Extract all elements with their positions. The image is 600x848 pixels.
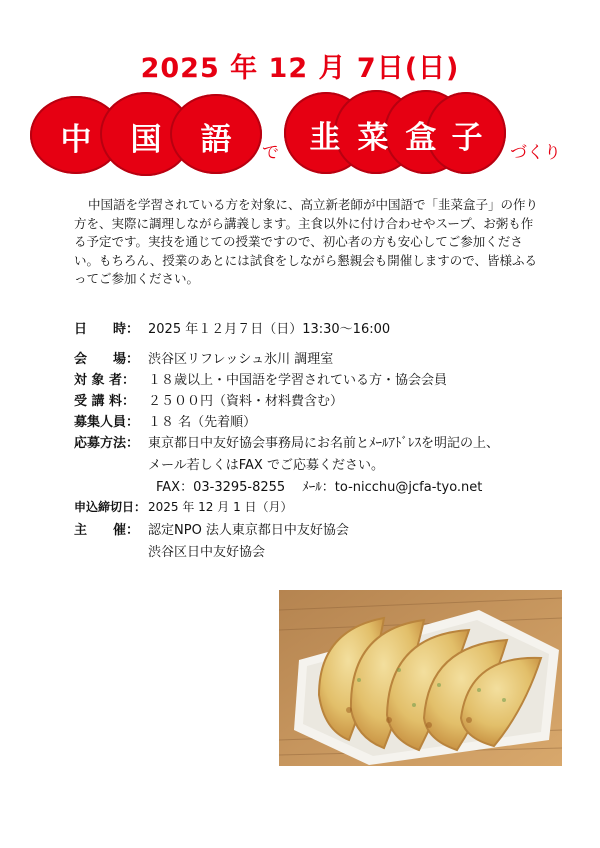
detail-value: 渋谷区日中友好協会 xyxy=(148,545,266,560)
event-date-title: 2025 年 12 月 7日(日) xyxy=(140,53,460,84)
headline-char: 語 xyxy=(200,122,232,158)
detail-label: 日 時： xyxy=(74,322,140,337)
detail-value: 2025 年 12 月 1 日（月） xyxy=(148,500,293,514)
headline-char: 韭 xyxy=(309,120,341,156)
detail-label: 募集人員： xyxy=(74,415,140,430)
detail-label: 会 場： xyxy=(74,352,140,367)
detail-value: 渋谷区リフレッシュ氷川 調理室 xyxy=(148,352,334,367)
headline-char: 盒 xyxy=(405,120,437,156)
dumpling-image xyxy=(279,590,562,766)
detail-label: 受 講 料： xyxy=(74,394,136,409)
detail-label: 主 催： xyxy=(74,523,140,538)
headline-char: 国 xyxy=(130,122,162,158)
detail-value: ２５００円（資料・材料費含む） xyxy=(148,394,344,409)
contact-info[interactable]: FAX：03-3295-8255 ﾒｰﾙ：to-nicchu@jcfa-tyo.net xyxy=(156,480,483,495)
detail-label: 申込締切日： xyxy=(74,500,147,514)
detail-value: １８ 名（先着順） xyxy=(148,415,257,430)
detail-value: 認定NPO 法人東京都日中友好協会 xyxy=(148,523,349,538)
headline-suffix: づくり xyxy=(510,143,561,163)
headline-char: 菜 xyxy=(357,120,389,156)
detail-label: 応募方法： xyxy=(74,436,140,451)
detail-value: メール若しくはFAX でご応募ください。 xyxy=(148,458,384,473)
detail-value: 2025 年１２月７日（日）13:30～16:00 xyxy=(148,322,391,337)
detail-value: １８歳以上・中国語を学習されている方・協会会員 xyxy=(148,373,448,388)
headline-connector: で xyxy=(262,143,279,163)
detail-label: 対 象 者： xyxy=(74,373,136,388)
headline-char: 子 xyxy=(451,120,483,156)
dumpling-photo xyxy=(279,590,562,766)
intro-paragraph: 中国語を学習されている方を対象に、高立新老師が中国語で「韭菜盒子」の作り方を、実際に調理しながら講義します。主食以外に付け合わせやスープ、お粥も作る予定です。実技を通じての授業ですので、初心者の方も安心してご参加ください。もちろん、授業のあとには試食をしながら懇親会も開催しますので、皆様ふるってご参加ください。 xyxy=(74,197,539,286)
headline-char: 中 xyxy=(60,122,92,158)
detail-value: 東京都日中友好協会事務局にお名前とﾒｰﾙｱﾄﾞﾚｽを明記の上、 xyxy=(148,436,500,451)
